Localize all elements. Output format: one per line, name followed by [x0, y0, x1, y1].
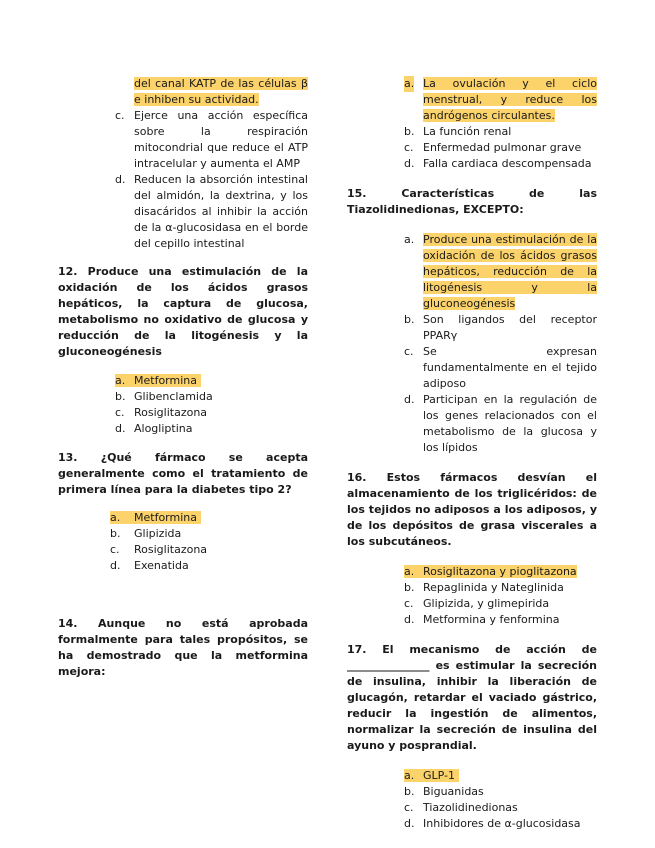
q16-text: 16. Estos fármacos desvían el almacenamiento de los triglicéridos: de los tejidos no adiposos a los adiposos, y de los depósitos de grasa viscerales a los subcutáneos. — [347, 471, 597, 548]
q17-option-d[interactable]: d. Inhibidores de α-glucosidasa — [404, 817, 581, 830]
q16-option-a[interactable]: a. Rosiglitazona y pioglitazona — [404, 565, 577, 578]
q17-option-a[interactable]: a. GLP-1 — [404, 768, 597, 784]
q13-option-c[interactable]: c. Rosiglitazona — [110, 543, 208, 556]
q13-option-a[interactable]: a. Metformina — [110, 510, 308, 526]
question-12 — [58, 264, 308, 437]
question-14 — [58, 616, 308, 680]
q14-option-c[interactable]: c. Enfermedad pulmonar grave — [404, 141, 582, 154]
q16-option-d[interactable]: d. Metformina y fenformina — [404, 613, 560, 626]
q15-option-a[interactable]: a. Produce una estimulación de la oxidación de los ácidos grasos hepáticos, reducción de la litogénesis y la gluconeogénesis — [404, 233, 597, 310]
q14-option-a[interactable]: a. La ovulación y el ciclo menstrual, y reduce los andrógenos circulantes. — [404, 77, 597, 122]
question-15 — [347, 186, 597, 456]
q17-text: 17. El mecanismo de acción de _______________ es estimular la secreción de insulina, inhibir la liberación de glucagón, retardar el vaciado gástrico, reducir la ingestión de alimentos, normalizar la secreción de insulina del ayuno y posprandial. — [347, 643, 597, 752]
q13-text: 13. ¿Qué fármaco se acepta generalmente como el tratamiento de primera línea para la diabetes tipo 2? — [58, 451, 308, 496]
q11-option-a-continuation: del canal KATP de las células β e inhiben su actividad. — [134, 77, 308, 106]
q15-text: 15. Características de las Tiazolidinedionas, EXCEPTO: — [347, 187, 597, 216]
q14-options — [404, 76, 597, 172]
q12-text: 12. Produce una estimulación de la oxidación de los ácidos grasos hepáticos, la captura de glucosa, metabolismo no oxidativo de glucosa y reducción de la litogénesis y la gluconeogénesis — [58, 265, 308, 358]
q17-option-b[interactable]: b. Biguanidas — [404, 785, 484, 798]
q14-option-d[interactable]: d. Falla cardiaca descompensada — [404, 157, 592, 170]
question-17 — [347, 642, 597, 832]
q15-options — [404, 232, 597, 456]
question-16 — [347, 470, 597, 628]
q17-option-c[interactable]: c. Tiazolidinedionas — [404, 801, 518, 814]
q14-option-b[interactable]: b. La función renal — [404, 125, 512, 138]
q12-option-b[interactable]: b. Glibenclamida — [115, 390, 213, 403]
q13-options — [110, 510, 308, 574]
q15-option-b[interactable]: b. Son ligandos del receptor PPARγ — [404, 313, 597, 342]
q13-option-b[interactable]: b. Glipizida — [110, 527, 182, 540]
q17-options — [404, 768, 597, 832]
q15-option-d[interactable]: d. Participan en la regulación de los genes relacionados con el metabolismo de la glucosa y los lípidos — [404, 393, 597, 454]
q12-options — [115, 373, 308, 437]
right-column — [347, 76, 597, 832]
q12-option-c[interactable]: c. Rosiglitazona — [115, 406, 208, 419]
q14-text: 14. Aunque no está aprobada formalmente para tales propósitos, se ha demostrado que la metformina mejora: — [58, 617, 308, 678]
q16-option-b[interactable]: b. Repaglinida y Nateglinida — [404, 581, 564, 594]
q12-option-a[interactable]: a. Metformina — [115, 373, 308, 389]
left-column — [58, 76, 308, 680]
q11-option-c[interactable]: d. Reducen la absorción intestinal del almidón, la dextrina, y los disacáridos al inhibir la acción de la α-glucosidasa en el borde del cepillo intestinal — [115, 173, 308, 250]
q12-option-d[interactable]: d. Alogliptina — [115, 422, 193, 435]
question-13 — [58, 450, 308, 574]
q14-options-continued — [347, 76, 597, 172]
q13-option-d[interactable]: d. Exenatida — [110, 559, 189, 572]
question-11-continued — [58, 76, 308, 252]
q16-option-c[interactable]: c. Glipizida, y glimepirida — [404, 597, 550, 610]
q16-options — [404, 564, 597, 628]
q11-options — [115, 108, 308, 252]
q15-option-c[interactable]: c. Se expresan fundamentalmente en el tejido adiposo — [404, 345, 597, 390]
q11-option-b[interactable]: c. Ejerce una acción específica sobre la respiración mitocondrial que reduce el ATP intracelular y aumenta el AMP — [115, 109, 308, 170]
